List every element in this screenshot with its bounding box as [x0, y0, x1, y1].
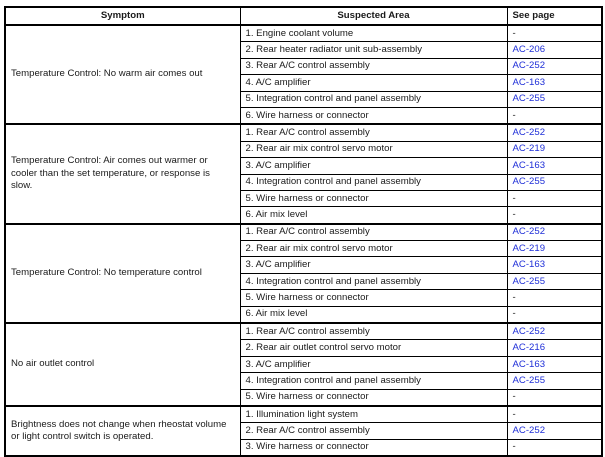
- see-page-cell: [507, 389, 602, 406]
- symptom-cell: Temperature Control: No warm air comes out: [5, 25, 240, 124]
- see-page-cell: [507, 241, 602, 257]
- suspected-area-cell: 1. Rear A/C control assembly: [240, 224, 507, 241]
- no-page-dash: -: [512, 291, 516, 303]
- see-page-cell: [507, 190, 602, 206]
- symptom-cell: Temperature Control: No temperature control: [5, 224, 240, 323]
- table-row: [5, 25, 602, 42]
- see-page-cell: [507, 141, 602, 157]
- see-page-cell: [507, 158, 602, 174]
- suspected-area-cell: 1. Illumination light system: [240, 406, 507, 423]
- page-reference-link[interactable]: AC-219: [512, 143, 546, 155]
- suspected-area-cell: 4. Integration control and panel assembly: [240, 373, 507, 389]
- see-page-cell: [507, 340, 602, 356]
- page-reference-link[interactable]: AC-252: [512, 325, 546, 337]
- see-page-cell: [507, 356, 602, 372]
- table-row: [5, 406, 602, 423]
- no-page-dash: -: [512, 441, 516, 453]
- header-symptom: Symptom: [5, 7, 240, 25]
- suspected-area-cell: 5. Wire harness or connector: [240, 290, 507, 306]
- suspected-area-cell: 5. Integration control and panel assembly: [240, 91, 507, 107]
- see-page-cell: [507, 290, 602, 306]
- suspected-area-cell: 5. Wire harness or connector: [240, 190, 507, 206]
- page-reference-link[interactable]: AC-163: [512, 259, 546, 271]
- see-page-cell: [507, 406, 602, 423]
- page-reference-link[interactable]: AC-255: [512, 374, 546, 386]
- see-page-cell: [507, 323, 602, 340]
- header-see-page: See page: [507, 7, 602, 25]
- page-reference-link[interactable]: AC-255: [512, 176, 546, 188]
- page-reference-link[interactable]: AC-252: [512, 425, 546, 437]
- see-page-cell: [507, 174, 602, 190]
- see-page-cell: [507, 91, 602, 107]
- suspected-area-cell: 2. Rear air outlet control servo motor: [240, 340, 507, 356]
- see-page-cell: [507, 75, 602, 91]
- suspected-area-cell: 6. Air mix level: [240, 306, 507, 323]
- no-page-dash: -: [512, 408, 516, 420]
- suspected-area-cell: 2. Rear heater radiator unit sub-assembly: [240, 42, 507, 58]
- see-page-cell: [507, 257, 602, 273]
- suspected-area-cell: 1. Engine coolant volume: [240, 25, 507, 42]
- page-reference-link[interactable]: AC-252: [512, 127, 546, 139]
- symptom-cell: No air outlet control: [5, 323, 240, 406]
- suspected-area-cell: 2. Rear air mix control servo motor: [240, 141, 507, 157]
- see-page-cell: [507, 423, 602, 439]
- page-reference-link[interactable]: AC-252: [512, 226, 546, 238]
- suspected-area-cell: 2. Rear A/C control assembly: [240, 423, 507, 439]
- problem-symptoms-table: [4, 6, 603, 457]
- no-page-dash: -: [512, 391, 516, 403]
- page-reference-link[interactable]: AC-255: [512, 275, 546, 287]
- suspected-area-cell: 3. A/C amplifier: [240, 356, 507, 372]
- no-page-dash: -: [512, 27, 516, 39]
- see-page-cell: [507, 58, 602, 74]
- page-reference-link[interactable]: AC-163: [512, 358, 546, 370]
- suspected-area-cell: 2. Rear air mix control servo motor: [240, 241, 507, 257]
- symptom-cell: Temperature Control: Air comes out warmer or cooler than the set temperature, or response is slow.: [5, 124, 240, 223]
- page-reference-link[interactable]: AC-163: [512, 76, 546, 88]
- see-page-cell: [507, 42, 602, 58]
- no-page-dash: -: [512, 208, 516, 220]
- see-page-cell: [507, 224, 602, 241]
- table-row: [5, 124, 602, 141]
- see-page-cell: [507, 273, 602, 289]
- page-reference-link[interactable]: AC-163: [512, 159, 546, 171]
- suspected-area-cell: 3. A/C amplifier: [240, 158, 507, 174]
- suspected-area-cell: 1. Rear A/C control assembly: [240, 124, 507, 141]
- suspected-area-cell: 5. Wire harness or connector: [240, 389, 507, 406]
- suspected-area-cell: 3. A/C amplifier: [240, 257, 507, 273]
- suspected-area-cell: 6. Air mix level: [240, 207, 507, 224]
- see-page-cell: [507, 25, 602, 42]
- no-page-dash: -: [512, 308, 516, 320]
- symptom-cell: Brightness does not change when rheostat volume or light control switch is operated.: [5, 406, 240, 456]
- suspected-area-cell: 6. Wire harness or connector: [240, 107, 507, 124]
- page-reference-link[interactable]: AC-216: [512, 342, 546, 354]
- page-reference-link[interactable]: AC-206: [512, 44, 546, 56]
- see-page-cell: [507, 373, 602, 389]
- table-body: [5, 25, 602, 456]
- suspected-area-cell: 4. A/C amplifier: [240, 75, 507, 91]
- page-reference-link[interactable]: AC-219: [512, 242, 546, 254]
- suspected-area-cell: 3. Wire harness or connector: [240, 439, 507, 456]
- header-suspected-area: Suspected Area: [240, 7, 507, 25]
- no-page-dash: -: [512, 109, 516, 121]
- no-page-dash: -: [512, 192, 516, 204]
- suspected-area-cell: 4. Integration control and panel assembly: [240, 273, 507, 289]
- header-row: [5, 7, 602, 25]
- see-page-cell: [507, 124, 602, 141]
- see-page-cell: [507, 107, 602, 124]
- suspected-area-cell: 4. Integration control and panel assembly: [240, 174, 507, 190]
- suspected-area-cell: 1. Rear A/C control assembly: [240, 323, 507, 340]
- page-reference-link[interactable]: AC-252: [512, 60, 546, 72]
- page-reference-link[interactable]: AC-255: [512, 93, 546, 105]
- table-row: [5, 323, 602, 340]
- suspected-area-cell: 3. Rear A/C control assembly: [240, 58, 507, 74]
- table-row: [5, 224, 602, 241]
- see-page-cell: [507, 306, 602, 323]
- see-page-cell: [507, 207, 602, 224]
